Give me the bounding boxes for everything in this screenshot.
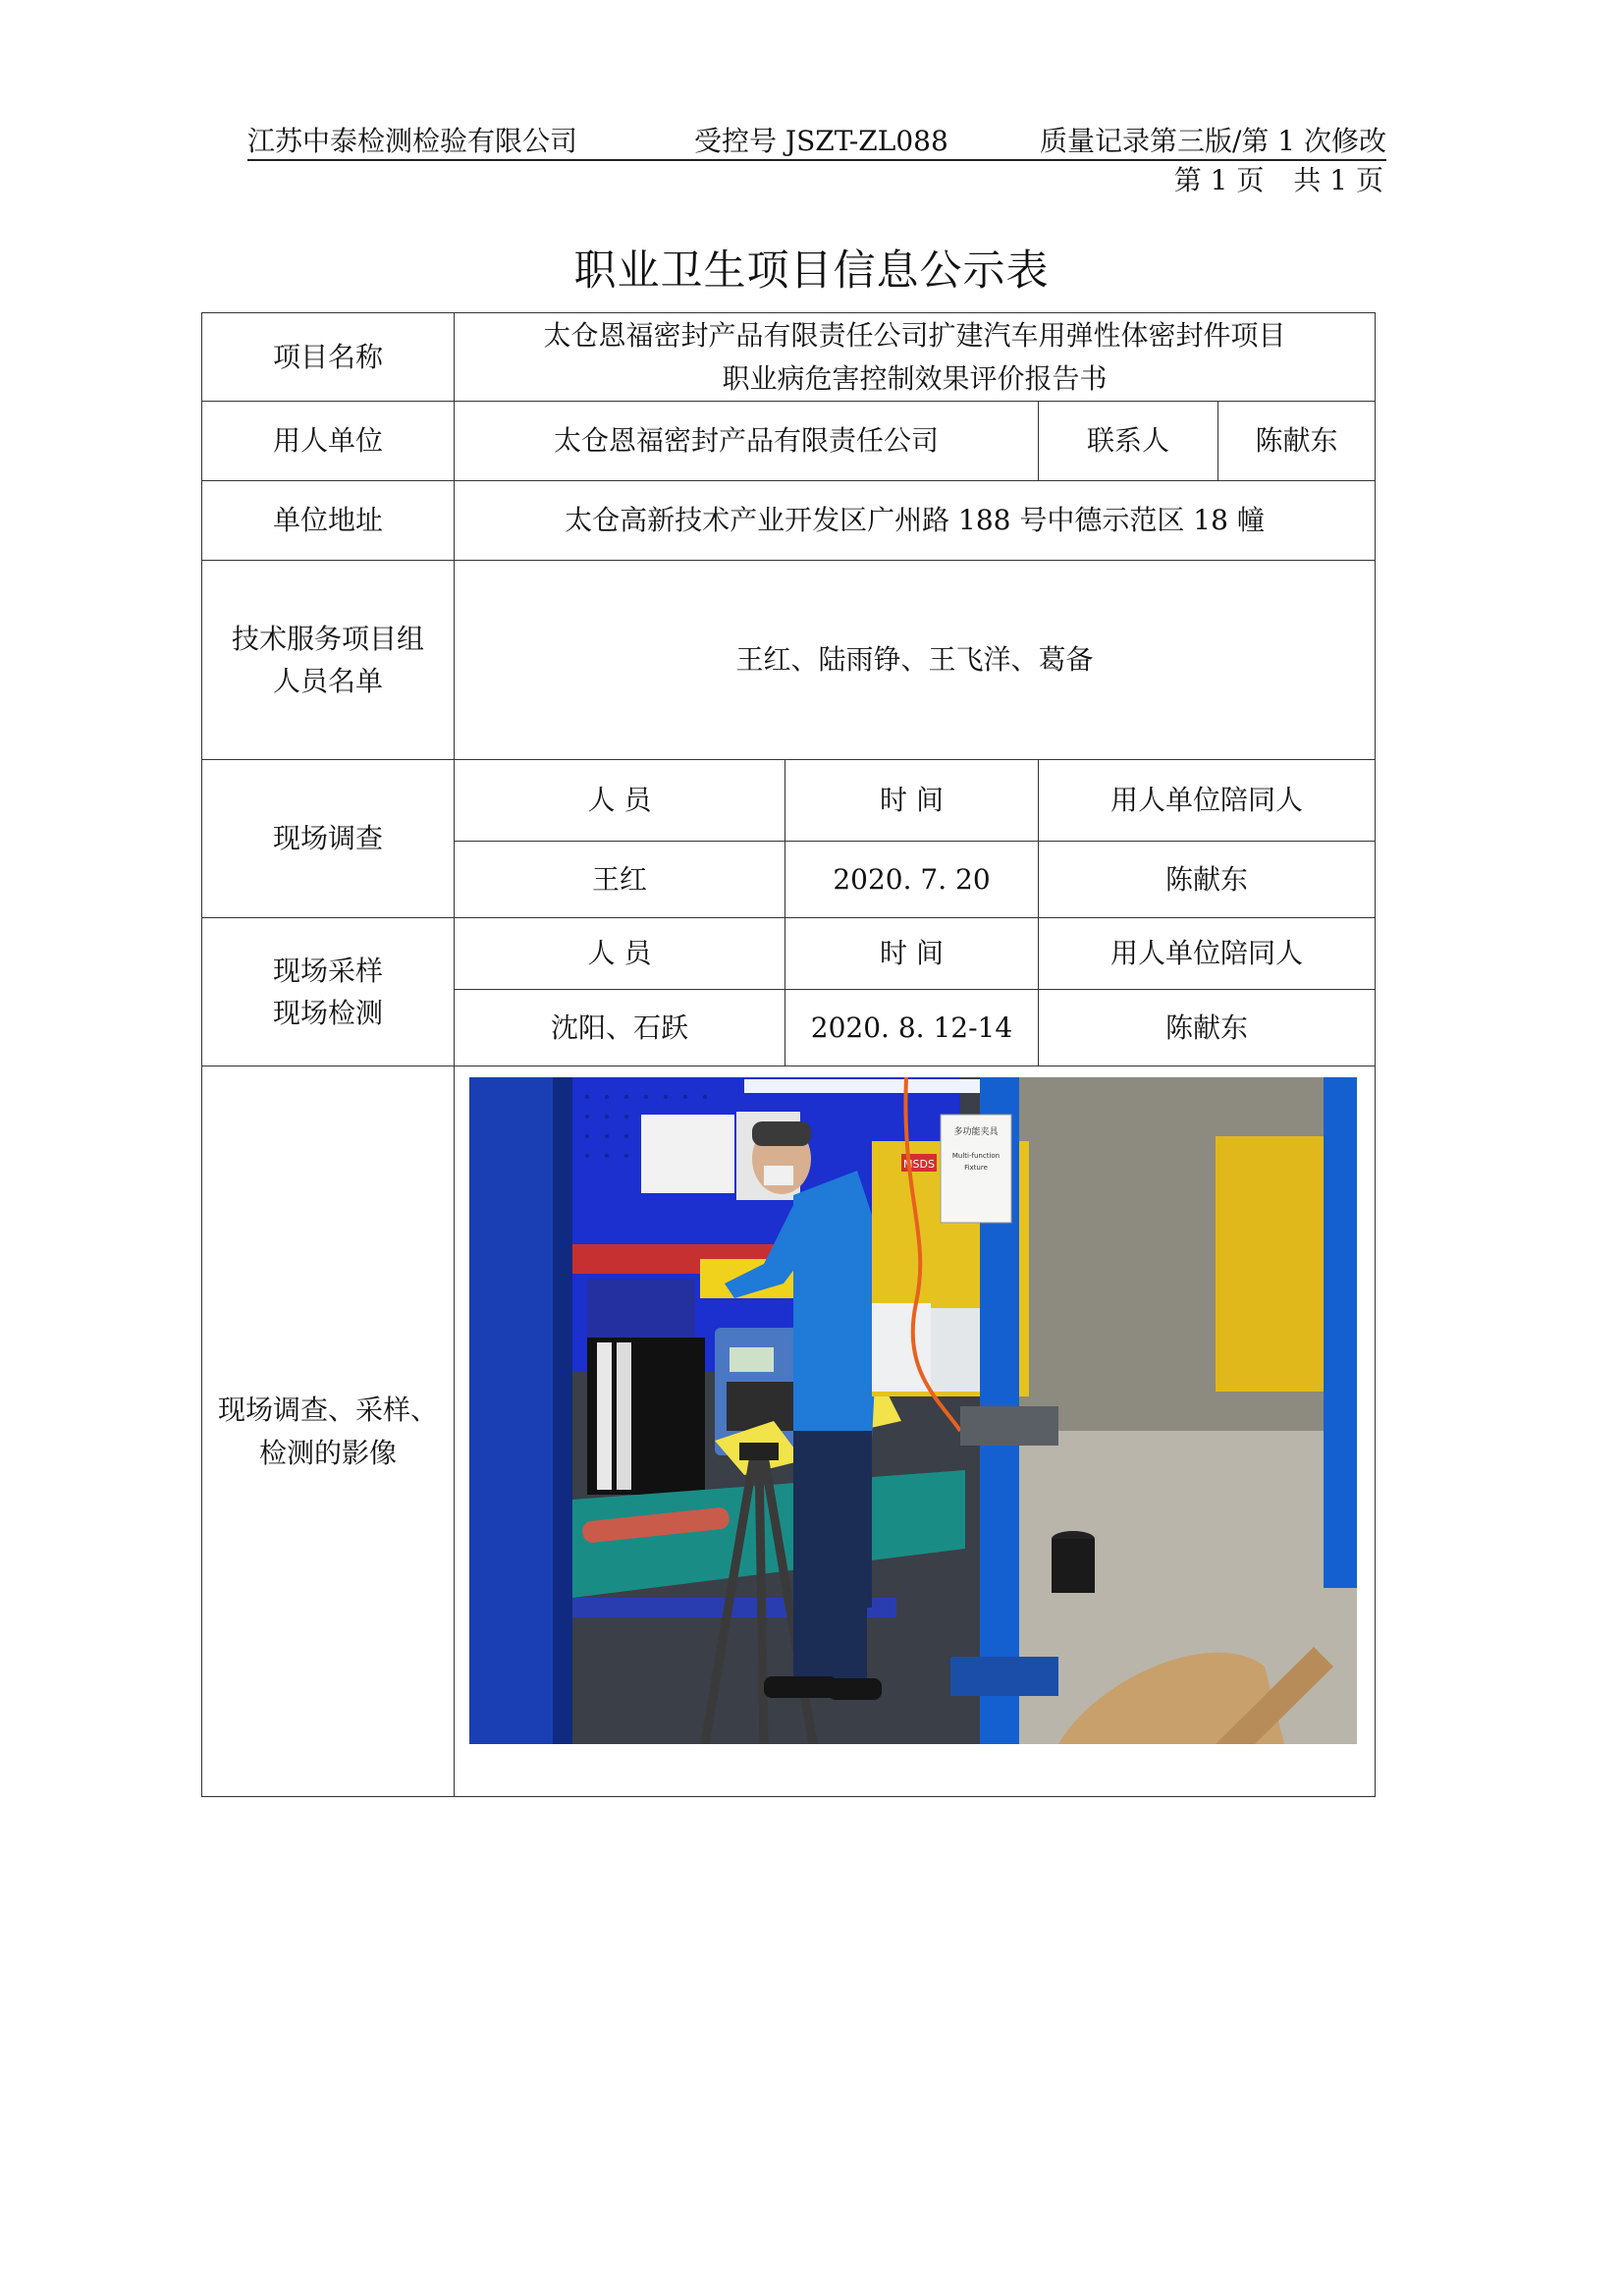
employer-value: 太仓恩福密封产品有限责任公司: [455, 402, 1039, 481]
survey-label: 现场调查: [202, 760, 455, 918]
team-label-line1: 技术服务项目组: [231, 622, 424, 655]
header-edition: 质量记录第三版/第 1 次修改: [1039, 125, 1386, 157]
left-frame: [469, 1077, 553, 1744]
row-employer: [202, 402, 1376, 481]
images-cell: [455, 1066, 1376, 1797]
row-team: [202, 561, 1376, 760]
sampling-label-line2: 现场检测: [272, 997, 383, 1029]
row-project: [202, 313, 1376, 402]
site-photo-illustration: [469, 1077, 1357, 1744]
images-label: [202, 1066, 455, 1797]
header-control-number: 受控号 JSZT-ZL088: [694, 125, 948, 157]
sampling-col-time: 时 间: [785, 918, 1039, 990]
sampling-time: 2020. 8. 12-14: [785, 990, 1039, 1066]
page-total: 共 1 页: [1293, 164, 1383, 196]
survey-person: 王红: [455, 842, 785, 918]
team-label-line2: 人员名单: [272, 665, 383, 697]
sign-en2: Fixture: [964, 1164, 988, 1172]
row-survey-header: [202, 760, 1376, 842]
sampling-col-escort: 用人单位陪同人: [1039, 918, 1376, 990]
address-label: 单位地址: [202, 481, 455, 561]
survey-col-time: 时 间: [785, 760, 1039, 842]
survey-col-escort: 用人单位陪同人: [1039, 760, 1376, 842]
posted-paper: [641, 1115, 734, 1193]
team-value: 王红、陆雨铮、王飞洋、葛备: [455, 561, 1376, 760]
page-number: 第 1 页: [1173, 164, 1265, 196]
document-header: [247, 116, 1386, 161]
header-company: 江苏中泰检测检验有限公司: [247, 125, 578, 157]
survey-escort: 陈献东: [1039, 842, 1376, 918]
images-label-line1: 现场调查、采样、: [217, 1394, 438, 1427]
address-value: 太仓高新技术产业开发区广州路 188 号中德示范区 18 幢: [455, 481, 1376, 561]
project-line2: 职业病危害控制效果评价报告书: [722, 361, 1108, 395]
team-label: [202, 561, 455, 760]
project-label: 项目名称: [202, 313, 455, 402]
employer-label: 用人单位: [202, 402, 455, 481]
info-table: [201, 312, 1376, 1797]
site-photo: [469, 1077, 1357, 1744]
row-images: [202, 1066, 1376, 1797]
sampling-escort: 陈献东: [1039, 990, 1376, 1066]
cabinet-label: MSDS: [903, 1158, 935, 1171]
survey-time: 2020. 7. 20: [785, 842, 1039, 918]
sign-cn: 多功能夹具: [953, 1127, 999, 1137]
images-label-line2: 检测的影像: [258, 1436, 397, 1469]
contact-value: 陈献东: [1218, 402, 1376, 481]
sampling-person: 沈阳、石跃: [455, 990, 785, 1066]
project-value: [455, 313, 1376, 402]
sampling-label: [202, 918, 455, 1066]
contact-label: 联系人: [1039, 402, 1218, 481]
project-line1: 太仓恩福密封产品有限责任公司扩建汽车用弹性体密封件项目: [543, 319, 1286, 353]
page-title: 职业卫生项目信息公示表: [573, 246, 1050, 296]
page-info: [1174, 159, 1383, 198]
row-address: [202, 481, 1376, 561]
row-sampling-header: [202, 918, 1376, 990]
survey-col-person: 人 员: [455, 760, 785, 842]
sampling-label-line1: 现场采样: [272, 954, 383, 987]
sampling-col-person: 人 员: [455, 918, 785, 990]
sign-en1: Multi-function: [951, 1152, 1001, 1160]
